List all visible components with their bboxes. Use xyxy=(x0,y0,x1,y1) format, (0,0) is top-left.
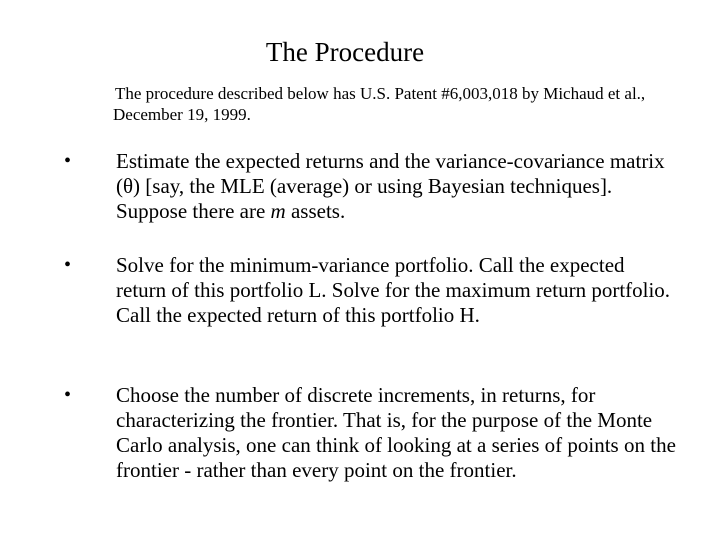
bullet-text-part: assets. xyxy=(285,199,346,223)
intro-text: The procedure described below has U.S. Patent #6,003,018 by Michaud et al., December 19, 1999. xyxy=(113,84,646,124)
emphasis-variable: m xyxy=(270,199,286,223)
bullet-marker: • xyxy=(64,384,72,406)
bullet-text: Choose the number of discrete increments, in returns, for characterizing the frontier. That is, for the purpose of the Monte Carlo analysis, one can think of looking at a series of points on the frontier - rather than every point on the frontier. xyxy=(116,383,676,482)
bullet-marker: • xyxy=(64,150,72,172)
bullet-text-part: Estimate the expected returns and the variance-covariance matrix (θ) [say, the MLE (average) or using Bayesian techniques]. Suppose there are xyxy=(116,149,665,223)
bullet-text: Solve for the minimum-variance portfolio. Call the expected return of this portfolio L. Solve for the maximum return portfolio. Call the expected return of this portfolio H. xyxy=(116,253,671,327)
bullet-marker: • xyxy=(64,254,72,276)
bullet-text xyxy=(116,149,676,224)
slide-title: The Procedure xyxy=(265,37,425,67)
